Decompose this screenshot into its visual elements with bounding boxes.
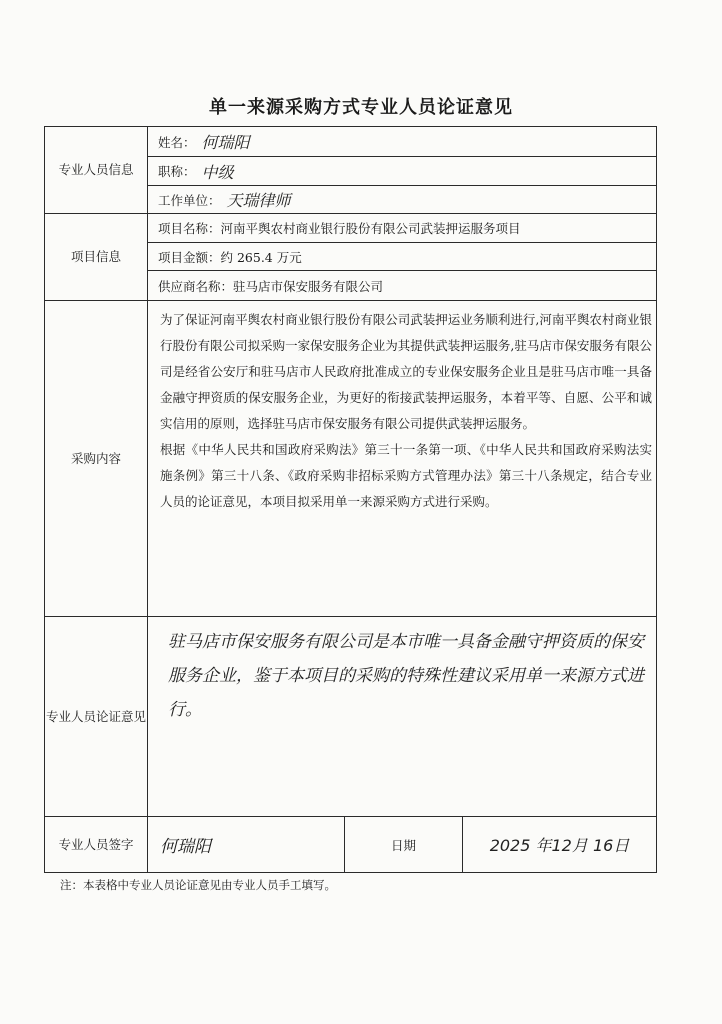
opinion-section-label: 专业人员论证意见	[45, 617, 148, 817]
date-label: 日期	[345, 817, 463, 872]
project-amount: 项目金额：约 265.4 万元	[148, 243, 657, 271]
procurement-paragraph-1: 为了保证河南平舆农村商业银行股份有限公司武装押运业务顺利进行,河南平舆农村商业银行股份有限公司拟采购一家保安服务企业为其提供武装押运服务,驻马店市保安服务有限公司是经省公安厅和驻马店市人民政府批准成立的专业保安服务企业且是驻马店市唯一具备金融守押资质的保安服务企业，为更好的衔接武装押运服务，本着平等、自愿、公平和诚实信用的原则，选择驻马店市保安服务有限公司提供武装押运服务。	[160, 312, 652, 431]
signature-label: 专业人员签字	[45, 817, 148, 873]
project-name: 项目名称：河南平舆农村商业银行股份有限公司武装押运服务项目	[148, 214, 657, 243]
document-title: 单一来源采购方式专业人员论证意见	[209, 97, 513, 118]
date-value: 2025 年12月 16日	[489, 836, 630, 855]
expert-info-section-label: 专业人员信息	[45, 127, 148, 214]
signature-value: 何瑞阳	[148, 817, 345, 872]
procurement-paragraph-2: 根据《中华人民共和国政府采购法》第三十一条第一项、《中华人民共和国政府采购法实施条例》第三十八条、《政府采购非招标采购方式管理办法》第三十八条规定，结合专业人员的论证意见，本项目拟采用单一来源采购方式进行采购。	[160, 442, 652, 509]
employer-label: 工作单位：	[158, 192, 221, 208]
project-info-section-label: 项目信息	[45, 214, 148, 301]
supplier-name: 供应商名称：驻马店市保安服务有限公司	[148, 271, 657, 301]
name-value: 何瑞阳	[201, 133, 250, 152]
position-value: 中级	[201, 162, 234, 182]
employer-value: 天瑞律师	[226, 191, 291, 210]
employer-field	[148, 186, 657, 214]
position-field	[148, 157, 657, 186]
name-label: 姓名：	[158, 134, 196, 150]
footnote: 注：本表格中专业人员论证意见由专业人员手工填写。	[60, 878, 336, 892]
procurement-content	[148, 301, 657, 617]
name-field	[148, 127, 657, 157]
expert-opinion-form	[44, 126, 657, 873]
procurement-section-label: 采购内容	[45, 301, 148, 617]
position-label: 职称：	[158, 164, 196, 179]
opinion-handwritten-text: 驻马店市保安服务有限公司是本市唯一具备金融守押资质的保安服务企业，鉴于本项目的采购的特殊性建议采用单一来源方式进行。	[148, 617, 657, 817]
